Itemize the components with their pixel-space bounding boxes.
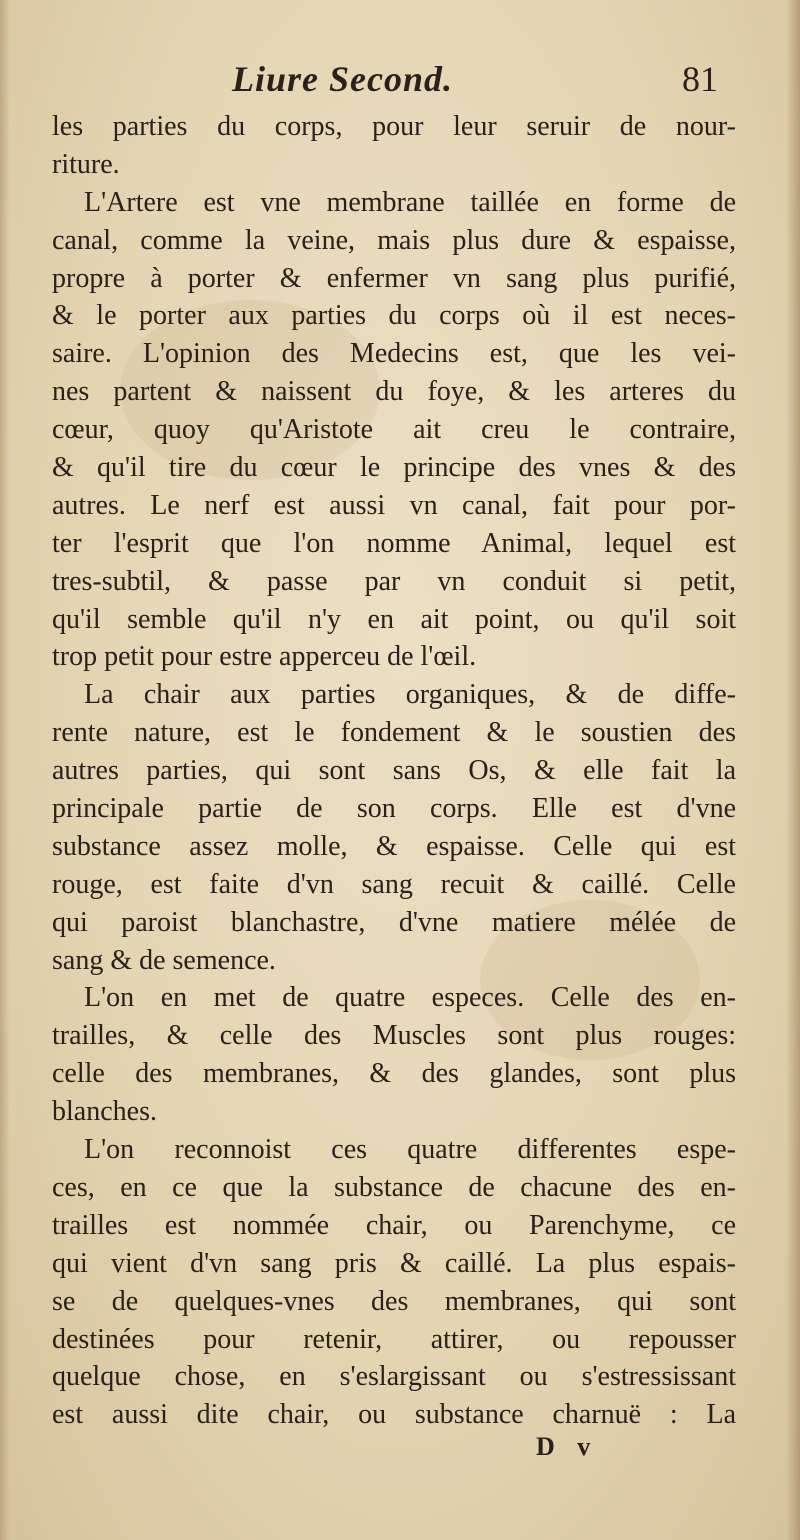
text-line: se de quelques-vnes des membranes, qui sont [52, 1285, 736, 1317]
text-line: autres. Le nerf est aussi vn canal, fait pour por- [52, 489, 736, 521]
text-line: trailles est nommée chair, ou Parenchyme, ce [52, 1209, 736, 1241]
text-line: L'on en met de quatre especes. Celle des en- [84, 982, 736, 1014]
running-title: Liure Second. [232, 59, 454, 99]
text-line: trailles, & celle des Muscles sont plus rouges: [52, 1020, 736, 1052]
text-line: qui paroist blanchastre, d'vne matiere mélée de [52, 906, 736, 938]
text-line: riture. [52, 148, 120, 180]
text-line: ces, en ce que la substance de chacune des en- [52, 1171, 736, 1203]
text-line: saire. L'opinion des Medecins est, que les vei- [52, 338, 736, 370]
page-number: 81 [682, 59, 718, 99]
text-line: & qu'il tire du cœur le principe des vnes & des [52, 452, 736, 484]
text-line: propre à porter & enfermer vn sang plus purifié, [52, 262, 736, 294]
text-line: celle des membranes, & des glandes, sont plus [52, 1058, 736, 1090]
text-line: substance assez molle, & espaisse. Celle qui est [52, 830, 736, 862]
text-line: principale partie de son corps. Elle est d'vne [52, 793, 736, 825]
page-gutter-shadow [0, 0, 10, 1540]
signature-mark: D v [536, 1432, 599, 1461]
text-line: blanches. [52, 1096, 157, 1128]
text-line: quelque chose, en s'eslargissant ou s'estressissant [52, 1361, 736, 1393]
text-line: qu'il semble qu'il n'y en ait point, ou qu'il soit [52, 603, 736, 635]
text-line: sang & de semence. [52, 944, 276, 976]
text-line: ter l'esprit que l'on nomme Animal, lequel est [52, 527, 736, 559]
text-line: cœur, quoy qu'Aristote ait creu le contraire, [52, 414, 736, 446]
text-line: autres parties, qui sont sans Os, & elle fait la [52, 755, 736, 787]
text-line: qui vient d'vn sang pris & caillé. La plus espais- [52, 1247, 736, 1279]
body-text [52, 108, 736, 1434]
text-line: tres-subtil, & passe par vn conduit si petit, [52, 565, 736, 597]
text-line: rente nature, est le fondement & le soustien des [52, 717, 736, 749]
text-line: La chair aux parties organiques, & de diffe- [84, 679, 736, 711]
text-line: les parties du corps, pour leur seruir de nour- [52, 111, 736, 142]
text-line: & le porter aux parties du corps où il est neces- [52, 300, 736, 332]
text-line: nes partent & naissent du foye, & les arteres du [52, 376, 736, 408]
text-line: destinées pour retenir, attirer, ou repousser [52, 1323, 736, 1355]
text-line: trop petit pour estre apperceu de l'œil. [52, 641, 477, 673]
text-line: L'on reconnoist ces quatre differentes espe- [84, 1134, 736, 1166]
text-line: canal, comme la veine, mais plus dure & espaisse, [52, 224, 736, 256]
page-header [52, 58, 724, 104]
page-edge-shadow [786, 0, 800, 1540]
text-line: est aussi dite chair, ou substance charnuë : La [52, 1399, 736, 1431]
text-line: rouge, est faite d'vn sang recuit & caillé. Celle [52, 868, 736, 900]
text-line: L'Artere est vne membrane taillée en forme de [84, 186, 736, 218]
